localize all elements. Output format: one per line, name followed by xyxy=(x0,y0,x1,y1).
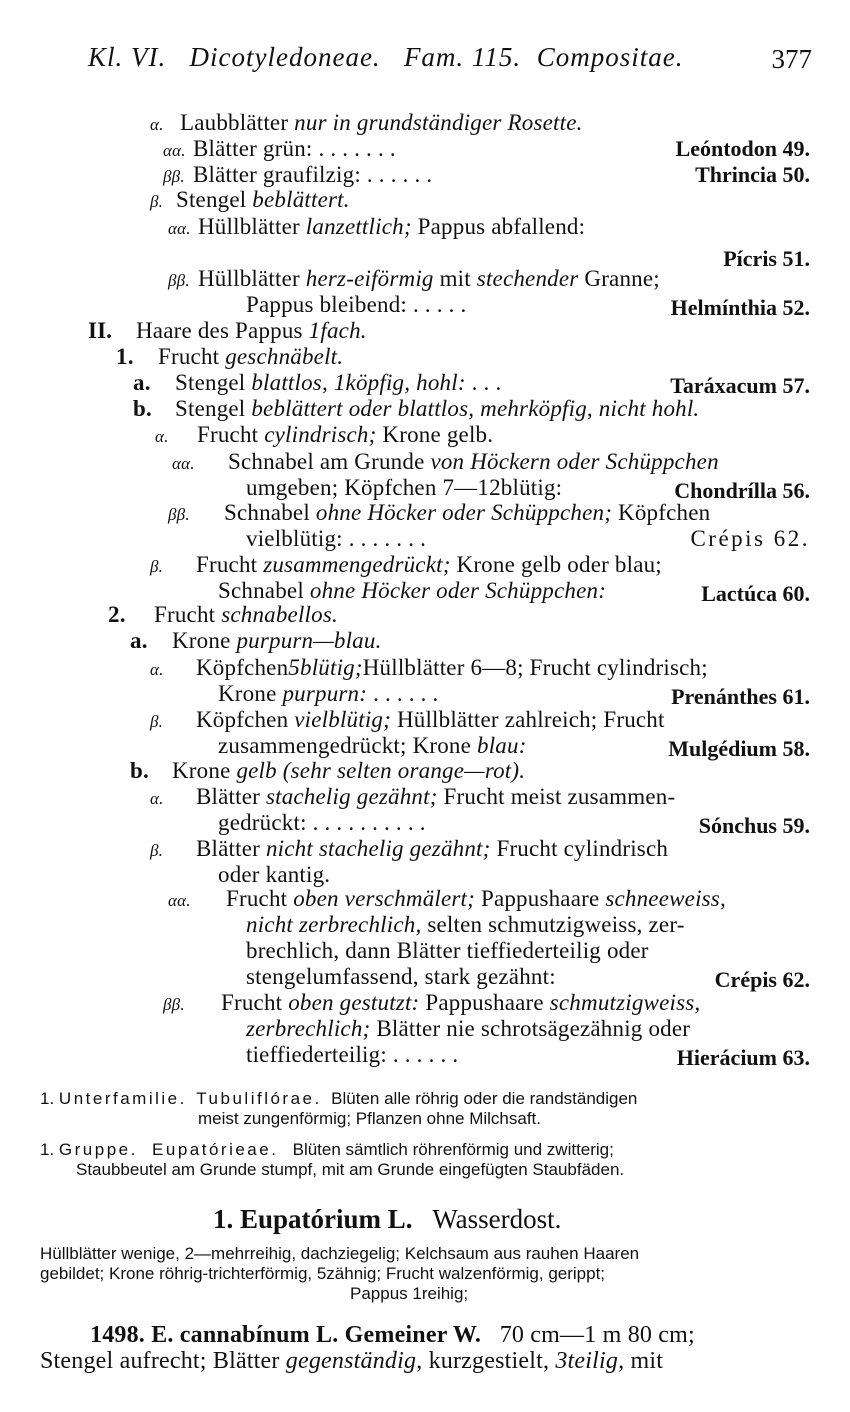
header-subclass: Dicotyledoneae. xyxy=(189,42,381,72)
key-line: ββ. Frucht oben gestutzt: Pappushaare schmutzigweiss, xyxy=(163,990,701,1015)
key-line: αα. Hüllblätter lanzettlich; Pappus abfallend: xyxy=(168,214,586,239)
genus-name: Crépis 62. xyxy=(690,526,810,551)
key-line: αα. Blätter grün: . . . . . . . xyxy=(163,136,396,161)
key-line: Pappus bleibend: . . . . . xyxy=(246,292,467,317)
key-line: αα. Schnabel am Grunde von Höckern oder Schüppchen xyxy=(172,449,719,474)
genus-name: Crépis 62. xyxy=(714,967,810,992)
key-line: b. Krone gelb (sehr selten orange—rot). xyxy=(130,758,526,783)
subfamily-note: 1. Unterfamilie. Tubuliflórae. Blüten alle röhrig oder die randständigen xyxy=(40,1089,638,1108)
genus-name: Mulgédium 58. xyxy=(668,736,810,761)
key-line: II. Haare des Pappus 1fach. xyxy=(88,318,367,343)
page-number: 377 xyxy=(771,44,812,74)
key-line: oder kantig. xyxy=(218,862,331,887)
key-line: Schnabel ohne Höcker oder Schüppchen: xyxy=(218,578,607,603)
key-line: Krone purpurn: . . . . . . xyxy=(218,681,439,706)
key-line: brechlich, dann Blätter tieffiederteilig oder xyxy=(246,938,649,963)
key-line: tieffiederteilig: . . . . . . xyxy=(246,1042,459,1067)
key-line: α. Frucht cylindrisch; Krone gelb. xyxy=(155,422,494,447)
key-line: α. Laubblätter nur in grundständiger Rosette. xyxy=(150,110,583,135)
key-line: 2. Frucht schnabellos. xyxy=(108,602,338,627)
genus-title: 1. Eupatórium L. Wasserdost. xyxy=(213,1204,562,1234)
genus-name: Thrincia 50. xyxy=(695,162,810,187)
key-line: ββ. Hüllblätter herz-eiförmig mit stechender Granne; xyxy=(168,266,660,291)
running-header xyxy=(88,44,683,70)
key-line: ββ. Schnabel ohne Höcker oder Schüppchen; Köpfchen xyxy=(168,500,711,525)
genus-name: Pícris 51. xyxy=(723,246,810,271)
key-line: a. Stengel blattlos, 1köpfig, hohl: . . . xyxy=(133,370,502,395)
genus-description: Hüllblätter wenige, 2—mehrreihig, dachziegelig; Kelchsaum aus rauhen Haaren xyxy=(40,1244,640,1263)
group-note: Staubbeutel am Grunde stumpf, mit am Grunde eingefügten Staubfäden. xyxy=(76,1160,625,1179)
key-line: a. Krone purpurn—blau. xyxy=(130,628,382,653)
key-line: β. Stengel beblättert. xyxy=(150,187,350,212)
genus-name: Taráxacum 57. xyxy=(670,373,810,398)
key-line: α. Blätter stachelig gezähnt; Frucht meist zusammen- xyxy=(150,784,676,809)
genus-name: Leóntodon 49. xyxy=(675,136,810,161)
key-line: nicht zerbrechlich, selten schmutzigweiss, zer- xyxy=(246,912,685,937)
genus-name: Hierácium 63. xyxy=(676,1045,810,1070)
genus-name: Prenánthes 61. xyxy=(671,684,810,709)
header-family: Fam. 115. xyxy=(403,42,522,72)
key-line: vielblütig: . . . . . . . xyxy=(246,526,427,551)
genus-description: gebildet; Krone röhrig-trichterförmig, 5zähnig; Frucht walzenförmig, gerippt; xyxy=(40,1264,606,1283)
key-line: α. Köpfchen5blütig;Hüllblätter 6—8; Frucht cylindrisch; xyxy=(150,655,708,680)
group-note: 1. Gruppe. Eupatórieae. Blüten sämtlich röhrenförmig und zwitterig; xyxy=(40,1140,614,1159)
key-line: β. Frucht zusammengedrückt; Krone gelb oder blau; xyxy=(150,552,662,577)
species-entry: 1498. E. cannabínum L. Gemeiner W. 70 cm—1 m 80 cm; xyxy=(90,1322,695,1348)
header-family-name: Compositae. xyxy=(536,42,684,72)
genus-description: Pappus 1reihig; xyxy=(350,1284,469,1303)
key-line: zusammengedrückt; Krone blau: xyxy=(218,733,527,758)
key-line: stengelumfassend, stark gezähnt: xyxy=(246,964,556,989)
key-line: β. Köpfchen vielblütig; Hüllblätter zahlreich; Frucht xyxy=(150,707,665,732)
key-line: ββ. Blätter graufilzig: . . . . . . xyxy=(163,162,433,187)
genus-name: Chondrílla 56. xyxy=(674,478,810,503)
key-line: umgeben; Köpfchen 7—12blütig: xyxy=(246,475,563,500)
key-line: 1. Frucht geschnäbelt. xyxy=(116,344,344,369)
subfamily-note: meist zungenförmig; Pflanzen ohne Milchsaft. xyxy=(198,1109,542,1128)
genus-name: Sónchus 59. xyxy=(698,813,810,838)
key-line: αα. Frucht oben verschmälert; Pappushaare schneeweiss, xyxy=(168,886,726,911)
species-entry: Stengel aufrecht; Blätter gegenständig, kurzgestielt, 3teilig, mit xyxy=(40,1348,664,1374)
key-line: β. Blätter nicht stachelig gezähnt; Frucht cylindrisch xyxy=(150,836,669,861)
header-class: Kl. VI. xyxy=(88,42,167,72)
key-line: b. Stengel beblättert oder blattlos, mehrköpfig, nicht hohl. xyxy=(133,396,700,421)
key-line: gedrückt: . . . . . . . . . . xyxy=(218,810,426,835)
key-line: zerbrechlich; Blätter nie schrotsägezähnig oder xyxy=(246,1016,691,1041)
genus-name: Helmínthia 52. xyxy=(670,295,810,320)
genus-name: Lactúca 60. xyxy=(701,581,810,606)
